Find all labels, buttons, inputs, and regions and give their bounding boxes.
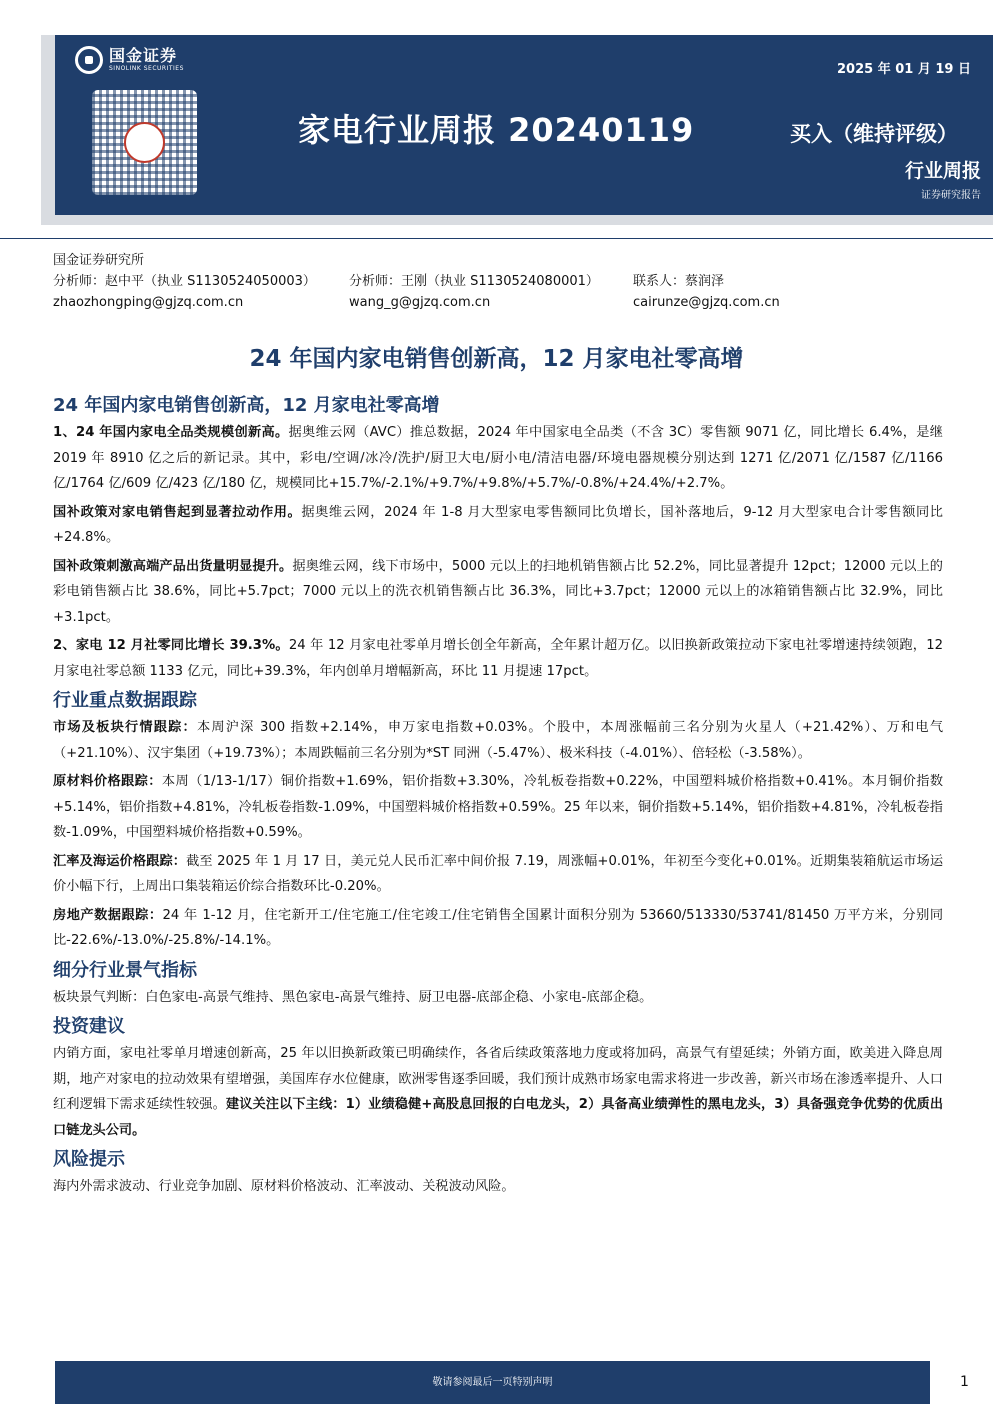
paragraph-materials-text: 本周（1/13-1/17）铜价指数+1.69%，铝价指数+3.30%，冷轧板卷指数+0.22%，中国塑料城价格指数+0.41%。本月铜价指数+5.14%，铝价指数+4.81%，冷轧板卷指数-1.09%，中国塑料城价格指数+0.59%。25 年以来，铜价指数+5.14%，铝价指数+4.81%，冷轧板卷指数-1.09%，中国塑料城价格指数+0.59%。 [53, 774, 944, 840]
analyst-1: 分析师：赵中平（执业 S1130524050003） [53, 274, 316, 289]
paragraph-real-estate [53, 903, 943, 954]
footer-notice: 敬请参阅最后一页特别声明 [55, 1361, 930, 1404]
paragraph-fx-text: 截至 2025 年 1 月 17 日，美元兑人民币汇率中间价报 7.19，周涨幅+0.01%，年初至今变化+0.01%。近期集装箱航运市场运价小幅下行，上周出口集装箱运价综合指数环比-0.20%。 [53, 853, 944, 894]
qr-center-badge [124, 122, 165, 163]
section-heading-summary: 24 年国内家电销售创新高，12 月家电社零高增 [53, 395, 440, 416]
contact-person: 联系人：蔡润泽 [633, 274, 725, 289]
paragraph-1-text: 据奥维云网（AVC）推总数据，2024 年中国家电全品类（不含 3C）零售额 9071 亿，同比增长 6.4%，是继 2019 年 8910 亿之后的新记录。其中，彩电/空调/冰冷/洗护/厨卫大电/厨小电/清洁电器/环境电器规模分别达到 1271 亿/2071 亿/1587 亿/1166 亿/1764 亿/609 亿/423 亿/180 亿，规模同比+15.7%/-2.1%/+9.7%/+9.8%/+5.7%/-0.8%/+24.4%/+2.7%。 [53, 425, 943, 491]
paragraph-4-text: 24 年 12 月家电社零单月增长创全年新高，全年累计超万亿。以旧换新政策拉动下家电社零增速持续领跑，12 月家电社零总额 1133 亿元，同比+39.3%，年内创单月增幅新高，环比 11 月提速 17pct。 [53, 638, 943, 679]
paragraph-investment-text: 内销方面，家电社零单月增速创新高，25 年以旧换新政策已明确续作，各省后续政策落地力度或将加码，高景气有望延续；外销方面，欧美进入降息周期，地产对家电的拉动效果有望增强，美国库存水位健康，欧洲零售逐季回暖，我们预计成熟市场家电需求将进一步改善，新兴市场在渗透率提升、人口红利逻辑下需求延续性较强。 [53, 1046, 943, 1112]
paragraph-fx-lead: 汇率及海运价格跟踪： [53, 853, 187, 869]
paragraph-investment-recommendation: 建议关注以下主线：1）业绩稳健+高股息回报的白电龙头，2）具备高业绩弹性的黑电龙头，3）具备强竞争优势的优质出口链龙头公司。 [53, 1097, 944, 1138]
rating: 买入（维持评级） [790, 122, 958, 146]
paragraph-risk: 海内外需求波动、行业竞争加剧、原材料价格波动、汇率波动、关税波动风险。 [53, 1179, 515, 1194]
paragraph-2-text: 据奥维云网，2024 年 1-8 月大型家电零售额同比负增长，国补落地后，9-12 月大型家电合计零售额同比+24.8%。 [53, 504, 943, 545]
paragraph-real-estate-text: 24 年 1-12 月，住宅新开工/住宅施工/住宅竣工/住宅销售全国累计面积分别为 53660/513330/53741/81450 万平方米，分别同比-22.6%/-13.0%/-25.8%/-14.1%。 [53, 907, 944, 948]
paragraph-real-estate-lead: 房地产数据跟踪： [53, 907, 163, 923]
paragraph-3 [53, 554, 943, 631]
report-type: 行业周报 [904, 160, 981, 182]
qr-code-icon [92, 90, 197, 195]
section-heading-risk: 风险提示 [53, 1149, 125, 1170]
paragraph-2-lead: 国补政策对家电销售起到显著拉动作用。 [53, 504, 302, 520]
section-heading-data-tracking: 行业重点数据跟踪 [53, 690, 197, 711]
report-subtype: 证券研究报告 [921, 190, 981, 201]
institute-name: 国金证券研究所 [53, 253, 145, 268]
paragraph-1-lead: 1、24 年国内家电全品类规模创新高。 [53, 425, 289, 440]
paragraph-4 [53, 633, 943, 684]
paragraph-investment [53, 1041, 943, 1143]
company-logo [75, 46, 184, 74]
email-3[interactable]: cairunze@gjzq.com.cn [633, 295, 780, 310]
email-2[interactable]: wang_g@gjzq.com.cn [349, 295, 491, 310]
logo-mark-icon [75, 46, 103, 74]
page-number: 1 [960, 1374, 969, 1390]
email-1[interactable]: zhaozhongping@gjzq.com.cn [53, 295, 244, 310]
paragraph-4-lead: 2、家电 12 月社零同比增长 39.3%。 [53, 638, 289, 653]
paragraph-market [53, 715, 943, 766]
paragraph-materials-lead: 原材料价格跟踪： [53, 774, 162, 789]
paragraph-market-lead: 市场及板块行情跟踪： [53, 720, 197, 735]
analyst-2: 分析师：王刚（执业 S1130524080001） [349, 274, 599, 289]
main-title: 24 年国内家电销售创新高，12 月家电社零高增 [249, 346, 744, 372]
paragraph-materials [53, 769, 943, 846]
paragraph-market-text: 本周沪深 300 指数+2.14%，申万家电指数+0.03%。个股中，本周涨幅前三名分别为火星人（+21.42%）、万和电气（+21.10%）、汉宇集团（+19.73%）；本周跌幅前三名分别为*ST 同洲（-5.47%）、极米科技（-4.01%）、倍轻松（-3.58%）。 [53, 720, 944, 761]
section-heading-sub-industry: 细分行业景气指标 [53, 959, 197, 981]
paragraph-1 [53, 420, 943, 497]
author-block [53, 250, 953, 313]
paragraph-3-text: 据奥维云网，线下市场中，5000 元以上的扫地机销售额占比 52.2%，同比显著提升 12pct；12000 元以上的彩电销售额占比 38.6%，同比+5.7pct；7000 元以上的洗衣机销售额占比 36.3%，同比+3.7pct；12000 元以上的冰箱销售额占比 32.9%，同比+3.1pct。 [53, 558, 943, 625]
report-date: 2025 年 01 月 19 日 [837, 62, 971, 77]
paragraph-prosperity: 板块景气判断：白色家电-高景气维持、黑色家电-高景气维持、厨卫电器-底部企稳、小家电-底部企稳。 [53, 989, 653, 1005]
header-divider [0, 238, 993, 239]
section-heading-investment: 投资建议 [53, 1016, 125, 1037]
paragraph-2 [53, 500, 943, 551]
logo-chinese: 国金证券 [109, 46, 178, 65]
paragraph-fx-shipping [53, 849, 943, 900]
report-title: 家电行业周报 20240119 [298, 111, 695, 149]
report-body [53, 392, 943, 1203]
logo-english: SINOLINK SECURITIES [109, 65, 184, 72]
paragraph-3-lead: 国补政策刺激高端产品出货量明显提升。 [53, 558, 293, 574]
